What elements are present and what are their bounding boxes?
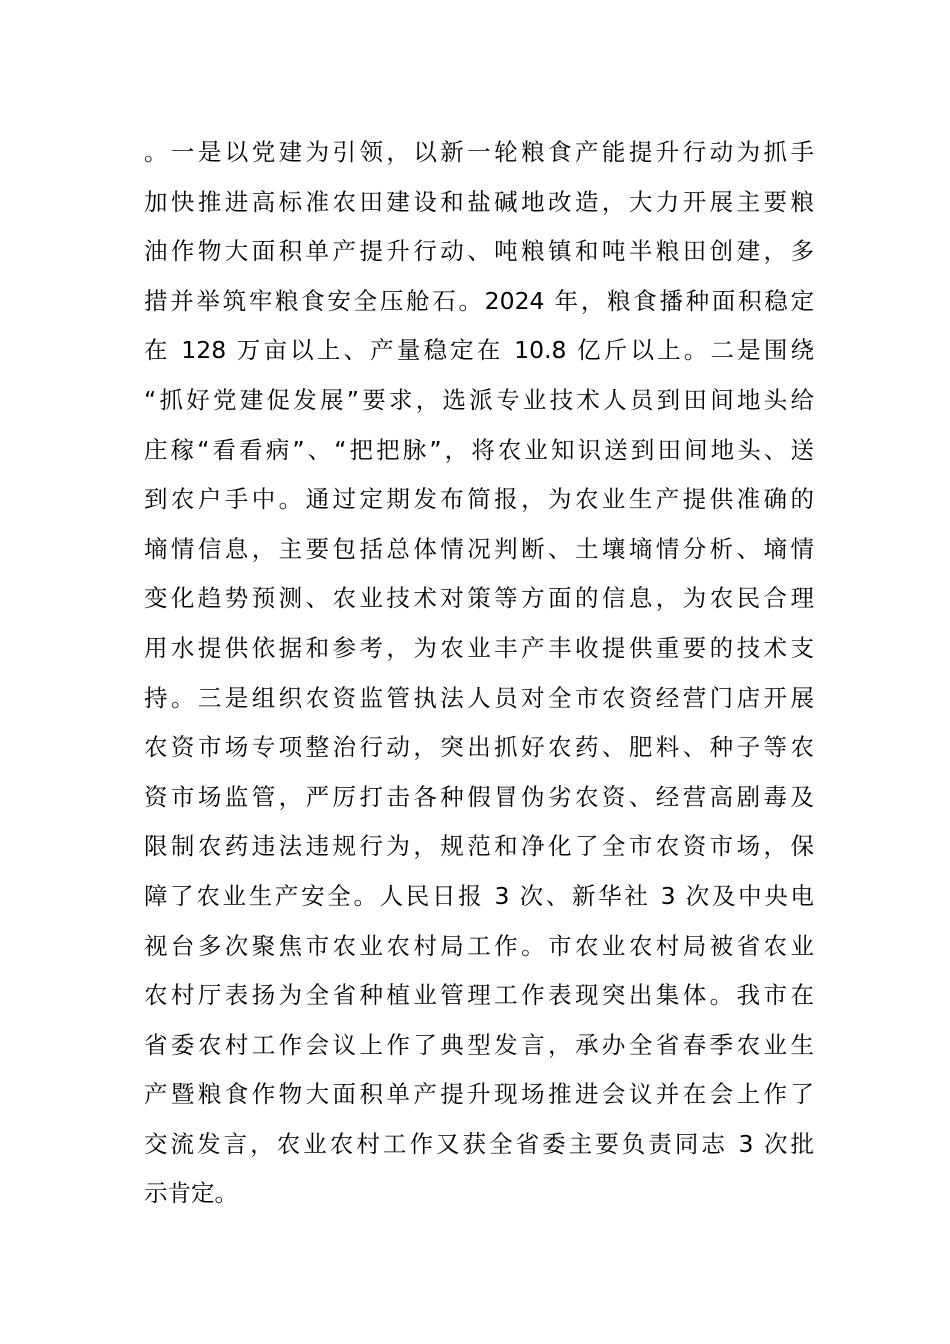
- paragraph-line-20: 产暨粮食作物大面积单产提升现场推进会议并在会上作了: [144, 1080, 814, 1109]
- paragraph-line-13: 农资市场专项整治行动，突出抓好农药、肥料、种子等农: [144, 733, 814, 762]
- paragraph-line-19: 省委农村工作会议上作了典型发言，承办全省春季农业生: [144, 1030, 814, 1059]
- paragraph-line-10: 变化趋势预测、农业技术对策等方面的信息，为农民合理: [144, 584, 814, 613]
- paragraph-line-12: 持。三是组织农资监管执法人员对全市农资经营门店开展: [144, 683, 814, 712]
- paragraph-line-1: 。一是以党建为引领，以新一轮粮食产能提升行动为抓手: [144, 138, 814, 166]
- paragraph-line-22: 示肯定。: [144, 1179, 238, 1208]
- paragraph-line-4: 措并举筑牢粮食安全压舱石。2024 年，粮食播种面积稳定: [144, 286, 814, 315]
- paragraph-line-15: 限制农药违法违规行为，规范和净化了全市农资市场，保: [144, 832, 814, 861]
- paragraph-line-11: 用水提供依据和参考，为农业丰产丰收提供重要的技术支: [144, 633, 814, 662]
- body-paragraph: [144, 128, 814, 1219]
- paragraph-line-17: 视台多次聚焦市农业农村局工作。市农业农村局被省农业: [144, 931, 814, 960]
- paragraph-line-21: 交流发言，农业农村工作又获全省委主要负责同志 3 次批: [144, 1129, 814, 1158]
- paragraph-line-18: 农村厅表扬为全省种植业管理工作表现突出集体。我市在: [144, 981, 814, 1010]
- paragraph-line-9: 墒情信息，主要包括总体情况判断、土壤墒情分析、墒情: [144, 534, 814, 563]
- paragraph-line-3: 油作物大面积单产提升行动、吨粮镇和吨半粮田创建，多: [144, 237, 814, 266]
- paragraph-line-8: 到农户手中。通过定期发布简报，为农业生产提供准确的: [144, 485, 814, 514]
- paragraph-line-14: 资市场监管，严厉打击各种假冒伪劣农资、经营高剧毒及: [144, 782, 814, 811]
- paragraph-line-2: 加快推进高标准农田建设和盐碱地改造，大力开展主要粮: [144, 187, 814, 216]
- paragraph-line-16: 障了农业生产安全。人民日报 3 次、新华社 3 次及中央电: [144, 881, 814, 910]
- paragraph-line-6: “抓好党建促发展”要求，选派专业技术人员到田间地头给: [144, 385, 814, 414]
- paragraph-line-7: 庄稼“看看病”、“把把脉”，将农业知识送到田间地头、送: [144, 435, 814, 464]
- paragraph-line-5: 在 128 万亩以上、产量稳定在 10.8 亿斤以上。二是围绕: [144, 336, 814, 365]
